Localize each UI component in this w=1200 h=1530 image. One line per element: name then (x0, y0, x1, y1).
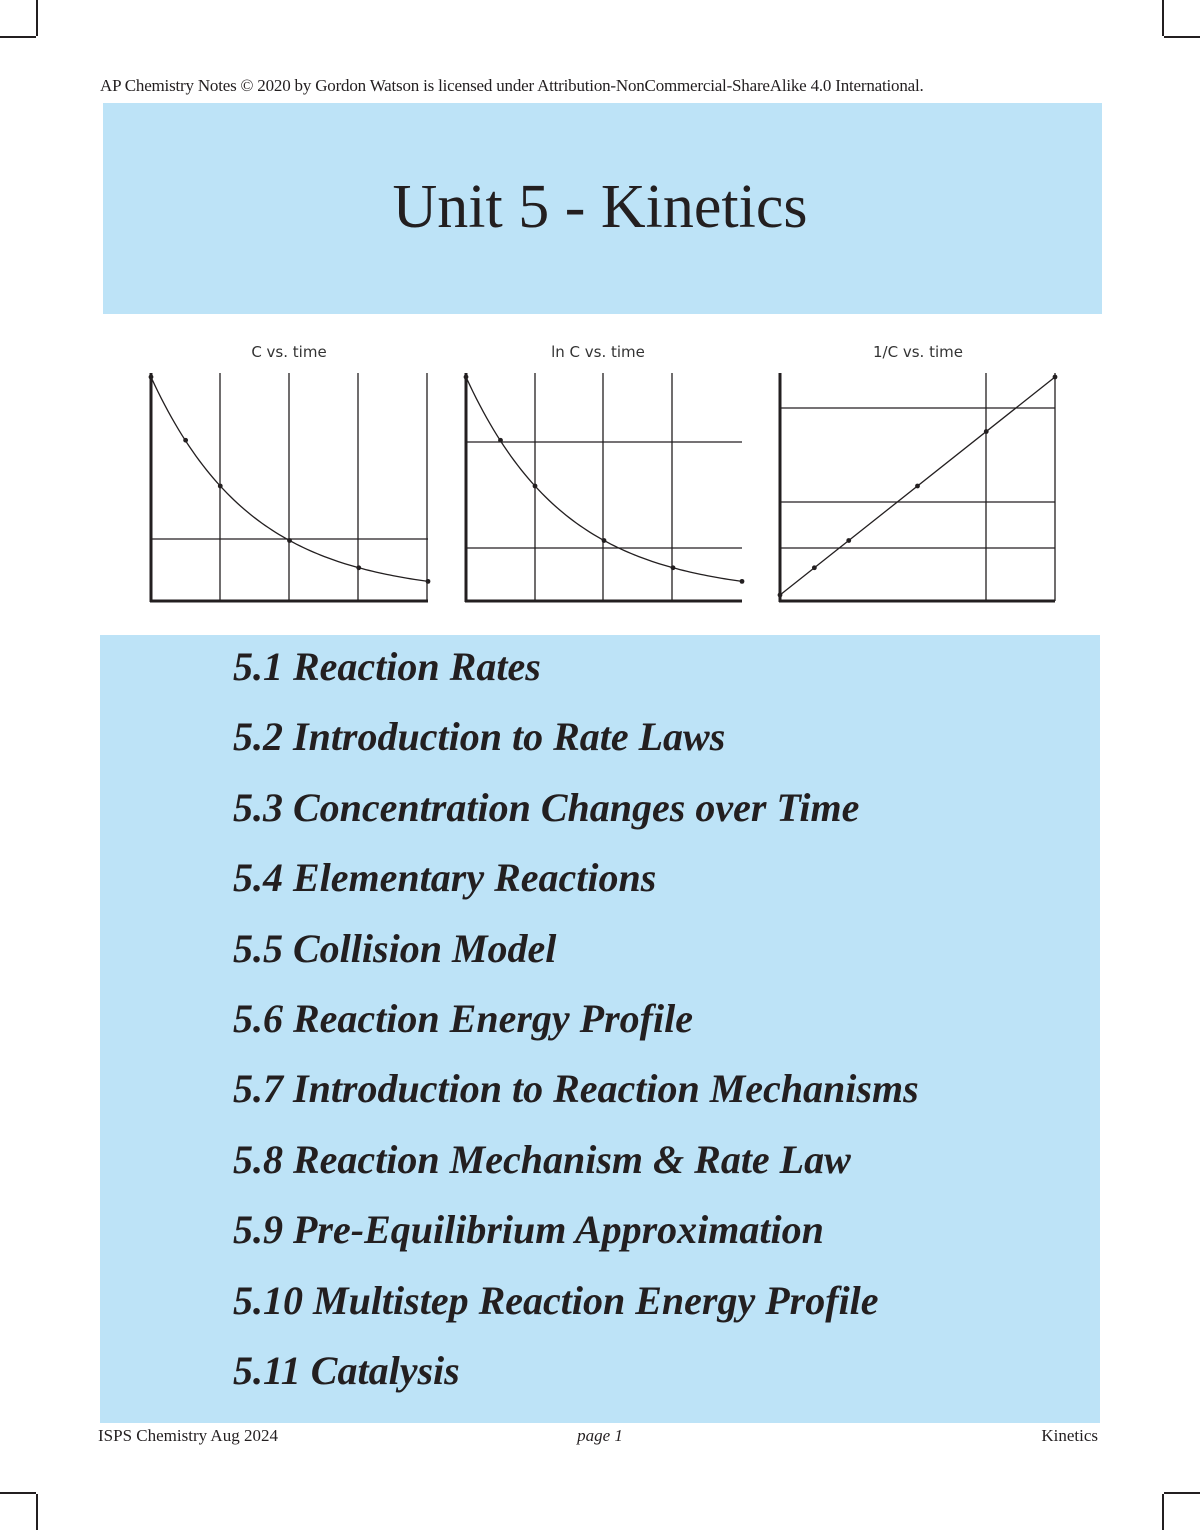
footer-page-number: page 1 (577, 1426, 623, 1445)
graph-title-lnc: ln C vs. time (551, 343, 645, 361)
graph-title-c: C vs. time (251, 343, 327, 361)
data-point (846, 538, 851, 543)
license-line: AP Chemistry Notes © 2020 by Gordon Watson is licensed under Attribution-NonCommercial-ShareAlike 4.0 International. (100, 76, 924, 95)
crop-mark (0, 36, 36, 38)
crop-mark (36, 0, 38, 36)
data-point (533, 484, 538, 489)
data-point (498, 438, 503, 443)
data-point (426, 579, 431, 584)
footer-right: Kinetics (1041, 1426, 1098, 1445)
data-point (356, 565, 361, 570)
data-point (183, 438, 188, 443)
toc-item: 5.9 Pre-Equilibrium Approximation (233, 1207, 824, 1253)
toc-item: 5.4 Elementary Reactions (233, 855, 657, 901)
toc-item: 5.1 Reaction Rates (233, 644, 541, 689)
data-point (915, 484, 920, 489)
toc-item: 5.2 Introduction to Rate Laws (233, 714, 726, 760)
toc-item: 5.3 Concentration Changes over Time (233, 784, 860, 830)
crop-mark (1164, 1492, 1200, 1494)
toc-item: 5.5 Collision Model (233, 925, 557, 971)
toc-item: 5.10 Multistep Reaction Energy Profile (233, 1277, 879, 1323)
data-point (149, 375, 154, 380)
data-point (812, 565, 817, 570)
crop-mark (1164, 36, 1200, 38)
graph-title-invc: 1/C vs. time (873, 343, 963, 361)
footer-left: ISPS Chemistry Aug 2024 (98, 1426, 278, 1445)
toc-item: 5.11 Catalysis (233, 1348, 460, 1393)
data-point (984, 429, 989, 434)
data-point (602, 538, 607, 543)
data-point (287, 538, 292, 543)
data-point (671, 565, 676, 570)
data-point (218, 484, 223, 489)
crop-mark (0, 1492, 36, 1494)
crop-mark (1162, 1494, 1164, 1530)
data-point (464, 375, 469, 380)
page-title: Unit 5 - Kinetics (392, 173, 808, 241)
data-point (778, 593, 783, 598)
toc-item: 5.7 Introduction to Reaction Mechanisms (233, 1066, 919, 1112)
toc-item: 5.6 Reaction Energy Profile (233, 996, 693, 1041)
graphs-panel (0, 330, 1200, 620)
data-point (740, 579, 745, 584)
crop-mark (1162, 0, 1164, 36)
data-point (1053, 375, 1058, 380)
series-line (466, 377, 742, 581)
crop-mark (36, 1494, 38, 1530)
toc-item: 5.8 Reaction Mechanism & Rate Law (233, 1136, 851, 1182)
